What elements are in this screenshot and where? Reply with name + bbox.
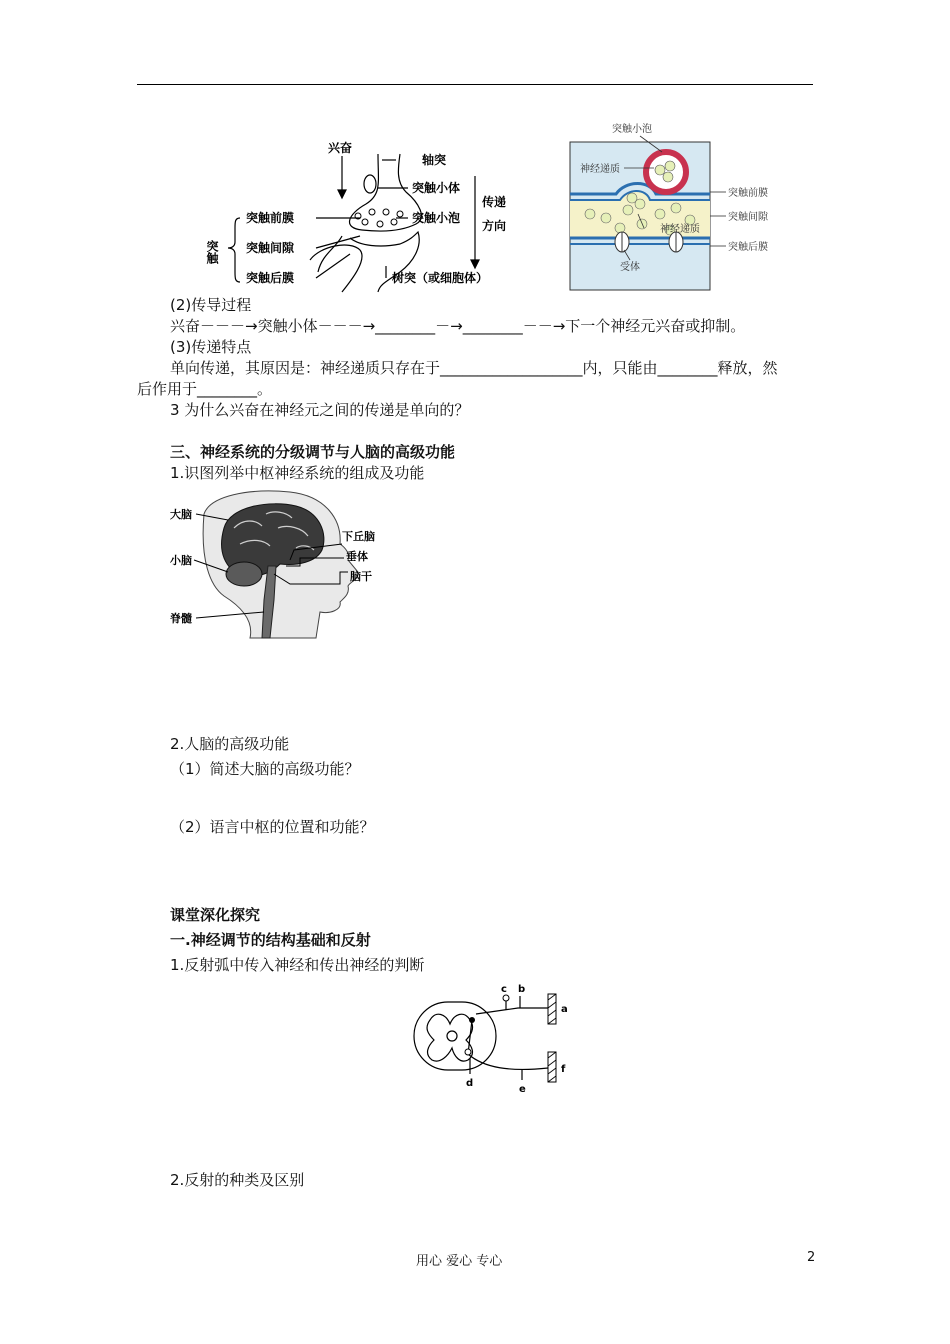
label-dendrite: 树突（或细胞体） [392,271,489,285]
label-f: f [561,1064,566,1075]
label-post-membrane: 突触后膜 [246,271,295,285]
label-spinal-cord: 脊髓 [170,612,192,625]
label-cleft: 突触间隙 [246,241,295,255]
line-transmission-process: (2)传导过程 [170,296,252,314]
label-transmit: 传递 [482,195,507,209]
section-deep-inquiry: 课堂深化探究 [170,906,261,924]
line-transmission-feature: (3)传递特点 [170,338,252,356]
question-cerebrum: （1）简述大脑的高级功能？ [170,760,360,778]
label-pituitary: 垂体 [346,550,368,563]
label-transmitter-2: 神经递质 [660,224,700,235]
item-1-reflex-arc: 1.反射弧中传入神经和传出神经的判断 [170,956,425,974]
label-synaptic-knob: 突触小体 [412,181,461,195]
label-cleft-2: 突触间隙 [728,212,768,223]
label-vesicle: 突触小泡 [612,124,652,135]
label-e: e [519,1084,526,1095]
label-pre-membrane-2: 突触前膜 [728,188,768,199]
page-number: 2 [807,1250,816,1265]
label-cerebellum: 小脑 [170,554,192,567]
label-brainstem: 脑干 [350,570,372,583]
reflex-arc-figure [410,980,580,1095]
line-acts-on: 后作用于________。 [137,380,273,398]
line-process-chain: 兴奋－－－→突触小体－－－→________－→________－－→下一个神经元兴奋或抑制。 [170,317,746,335]
label-synapse: 突触 [205,240,219,264]
label-excitation: 兴奋 [328,141,353,155]
item-1-cns: 1.识图列举中枢神经系统的组成及功能 [170,464,425,482]
header-rule [137,84,813,85]
label-direction: 方向 [482,219,507,233]
item-2-reflex-types: 2.反射的种类及区别 [170,1171,305,1189]
synapse-detail-figure [570,120,810,292]
item-2-higher-functions: 2.人脑的高级功能 [170,735,290,753]
label-b: b [518,984,526,995]
label-transmitter: 神经递质 [580,164,620,175]
question-language: （2）语言中枢的位置和功能？ [170,818,375,836]
label-c: c [501,984,507,995]
label-a: a [561,1004,568,1015]
label-hypothalamus: 下丘脑 [342,530,375,543]
label-synaptic-vesicle: 突触小泡 [412,211,461,225]
label-cerebrum: 大脑 [170,508,192,521]
label-pre-membrane: 突触前膜 [246,211,295,225]
line-one-way-reason: 单向传递，其原因是：神经递质只存在于___________________内，只能由________释放，然 [170,359,778,377]
label-receptor: 受体 [620,262,640,273]
label-d: d [466,1078,474,1089]
footer-slogan: 用心 爱心 专心 [416,1254,503,1269]
synapse-structure-figure [205,132,520,292]
section-3-heading: 三、神经系统的分级调节与人脑的高级功能 [170,443,456,461]
brain-figure [170,488,390,638]
label-post-membrane-2: 突触后膜 [728,242,768,253]
label-axon: 轴突 [422,153,447,167]
question-3: 3 为什么兴奋在神经元之间的传递是单向的？ [170,401,470,419]
subsection-1-heading: 一.神经调节的结构基础和反射 [170,931,371,949]
